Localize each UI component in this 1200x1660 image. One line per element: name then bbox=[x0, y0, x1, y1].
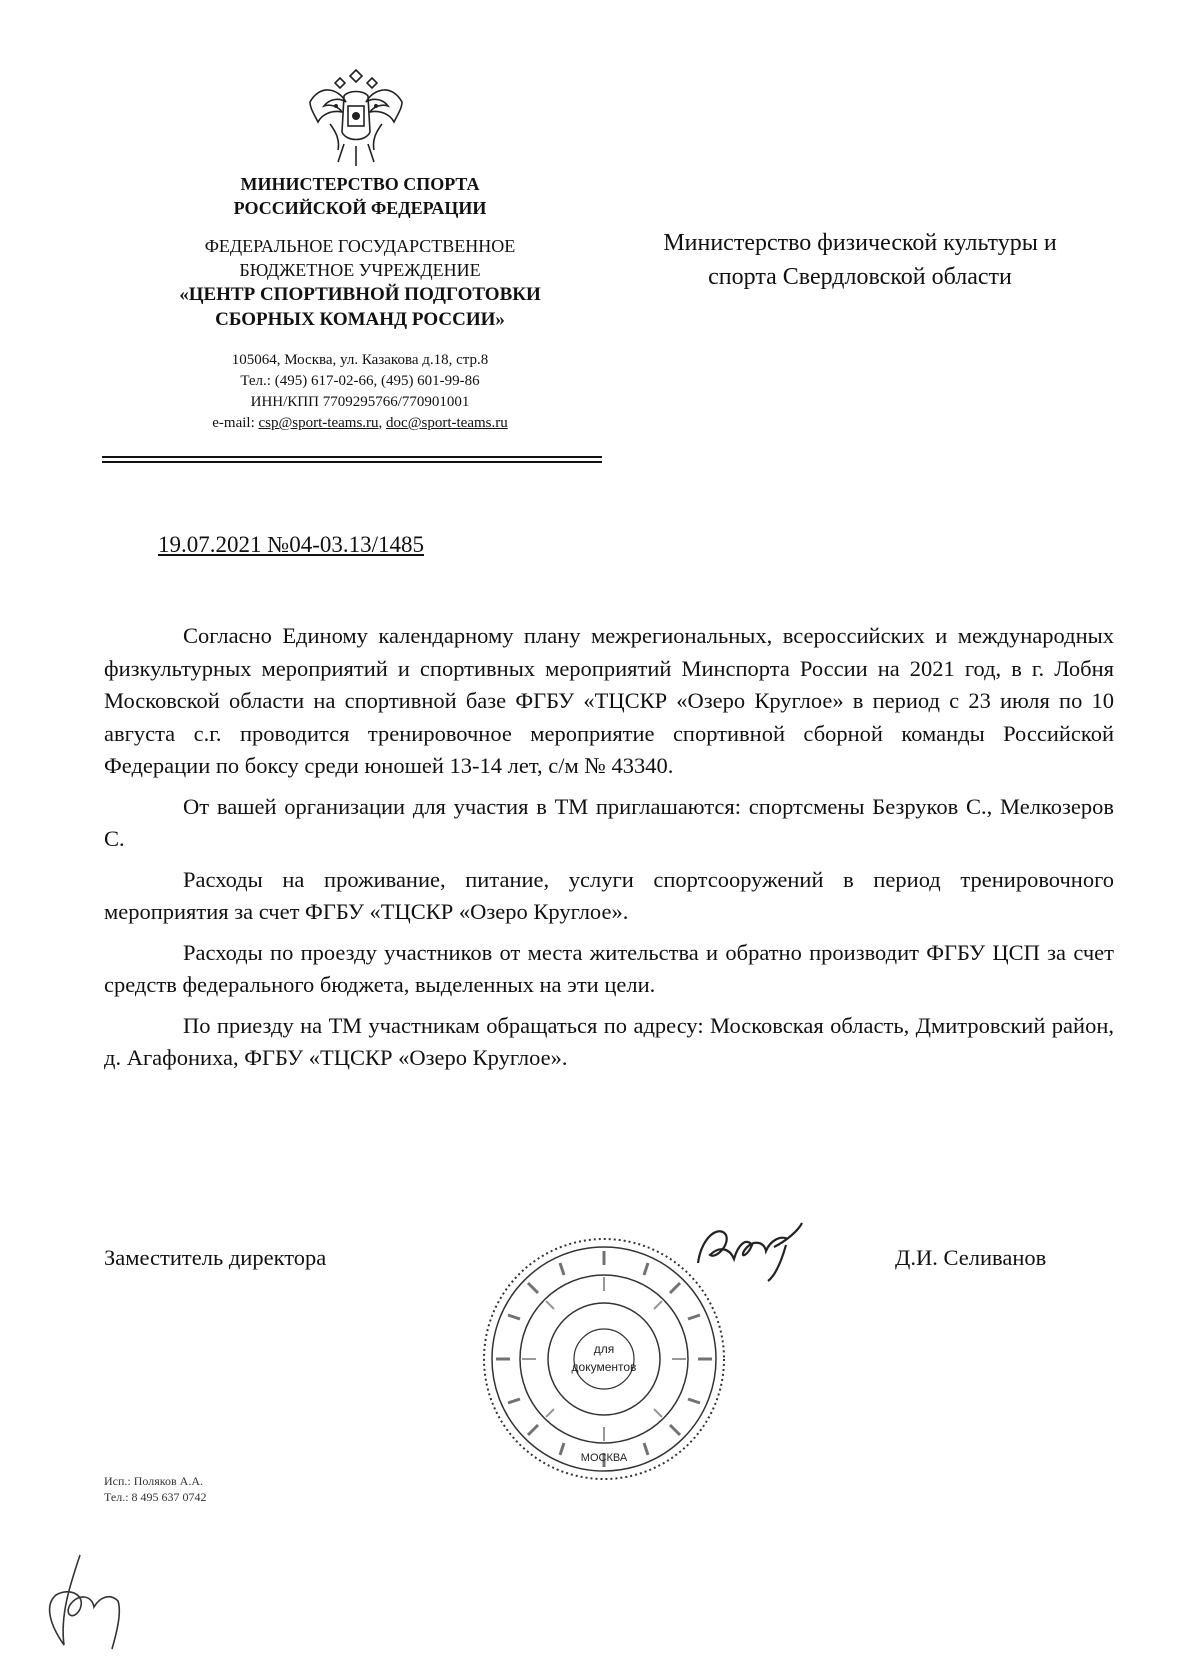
org-line-3: «ЦЕНТР СПОРТИВНОЙ ПОДГОТОВКИ bbox=[179, 284, 541, 305]
contact-block bbox=[145, 350, 575, 434]
ministry-line-1: МИНИСТЕРСТВО СПОРТА bbox=[240, 174, 480, 194]
recipient-line-1: Министерство физической культуры и bbox=[663, 230, 1057, 256]
paragraph-5: По приезду на ТМ участникам обращаться по адресу: Московская область, Дмитровский район, д. Агафониха, ФГБУ «ТЦСКР «Озеро Круглое». bbox=[104, 1012, 1114, 1070]
coat-of-arms-emblem bbox=[300, 62, 412, 170]
paragraph-2: От вашей организации для участия в ТМ приглашаются: спортсмены Безруков С., Мелкозеров С. bbox=[104, 793, 1114, 851]
paragraph-4: Расходы по проезду участников от места жительства и обратно производит ФГБУ ЦСП за счет средств федерального бюджета, выделенных на эти цели. bbox=[104, 939, 1114, 997]
organization-name bbox=[130, 234, 590, 332]
letter-body bbox=[104, 620, 1114, 1083]
email-link-1[interactable]: csp@sport-teams.ru bbox=[258, 415, 379, 431]
stamp-center-line-1: для bbox=[593, 1342, 615, 1356]
header-divider-bottom bbox=[102, 461, 602, 463]
ministry-line-2: РОССИЙСКОЙ ФЕДЕРАЦИИ bbox=[233, 198, 487, 218]
signer-name: Д.И. Селиванов bbox=[895, 1245, 1047, 1270]
address: 105064, Москва, ул. Казакова д.18, стр.8 bbox=[231, 352, 489, 368]
executor-name: Исп.: Поляков А.А. bbox=[104, 1474, 203, 1488]
stamp-center-line-2: документов bbox=[571, 1360, 637, 1374]
header-divider-top bbox=[102, 456, 602, 458]
org-line-4: СБОРНЫХ КОМАНД РОССИИ» bbox=[215, 309, 505, 330]
ministry-name bbox=[150, 172, 570, 220]
phone: Тел.: (495) 617-02-66, (495) 601-99-86 bbox=[240, 373, 480, 389]
email-line: e-mail: csp@sport-teams.ru, doc@sport-teams.ru bbox=[212, 415, 508, 431]
org-line-1: ФЕДЕРАЛЬНОЕ ГОСУДАРСТВЕННОЕ bbox=[204, 236, 516, 256]
email-link-2[interactable]: doc@sport-teams.ru bbox=[386, 415, 508, 431]
signer-title: Заместитель директора bbox=[104, 1245, 327, 1270]
executor-phone: Тел.: 8 495 637 0742 bbox=[104, 1490, 207, 1504]
stamp-city: МОСКВА bbox=[580, 1452, 628, 1464]
email-label: e-mail: bbox=[212, 415, 255, 431]
recipient-block bbox=[600, 226, 1120, 294]
executor-footer bbox=[104, 1473, 207, 1505]
org-line-2: БЮДЖЕТНОЕ УЧРЕЖДЕНИЕ bbox=[239, 260, 481, 280]
initials-signature bbox=[30, 1545, 150, 1655]
inn-kpp: ИНН/КПП 7709295766/770901001 bbox=[250, 394, 470, 410]
document-reference: 19.07.2021 №04-03.13/1485 bbox=[158, 532, 424, 557]
recipient-line-2: спорта Свердловской области bbox=[708, 264, 1012, 290]
paragraph-3: Расходы на проживание, питание, услуги спортсооружений в период тренировочного мероприятия за счет ФГБУ «ТЦСКР «Озеро Круглое». bbox=[104, 866, 1114, 924]
paragraph-1: Согласно Единому календарному плану межрегиональных, всероссийских и международных физкультурных мероприятий и спортивных мероприятий Минспорта России на 2021 год, в г. Лобня Московской области на спортивной базе ФГБУ «ТЦСКР «Озеро Круглое» в период с 23 июля по 10 августа с.г. проводится тренировочное мероприятие спортивной сборной команды Российской Федерации по боксу среди юношей 13-14 лет, с/м № 43340. bbox=[104, 623, 1114, 778]
handwritten-signature bbox=[690, 1215, 810, 1285]
